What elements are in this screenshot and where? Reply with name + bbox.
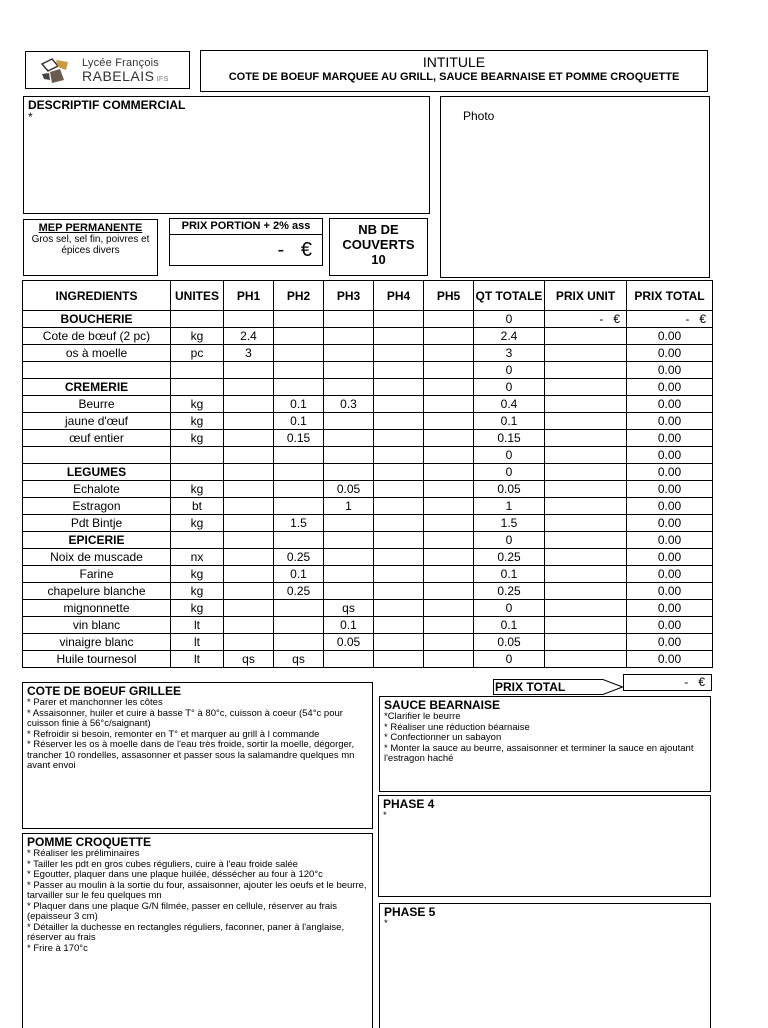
table-cell xyxy=(171,362,224,379)
table-cell xyxy=(545,379,627,396)
table-cell xyxy=(224,464,274,481)
instruction-line: * Frire à 170°c xyxy=(27,942,88,954)
phase4-title: PHASE 4 xyxy=(383,797,435,811)
table-cell: 0.1 xyxy=(274,566,324,583)
table-cell: 0 xyxy=(474,447,545,464)
table-cell xyxy=(424,328,474,345)
table-cell xyxy=(374,396,424,413)
mep-text: Gros sel, sel fin, poivres et épices divers xyxy=(31,234,150,256)
table-cell xyxy=(374,447,424,464)
couverts-line2: COUVERTS xyxy=(342,237,415,252)
instruction-line: * Passer au moulin à la sortie du four, assaisonner, ajouter les oeufs et le beurre, tarvailler sur le feu quelques mn xyxy=(27,879,367,901)
table-cell xyxy=(424,362,474,379)
table-cell: 1 xyxy=(324,498,374,515)
table-cell: chapelure blanche xyxy=(23,583,171,600)
table-cell xyxy=(224,515,274,532)
table-cell xyxy=(424,430,474,447)
table-cell: 0.00 xyxy=(627,566,713,583)
table-row xyxy=(23,328,713,345)
instruction-line: * Confectionner un sabayon xyxy=(384,732,502,743)
table-cell: 0 xyxy=(474,532,545,549)
phase5-title: PHASE 5 xyxy=(384,905,436,919)
table-cell: 0 xyxy=(474,311,545,328)
instruction-line: * Détailler la duchesse en rectangles réguliers, faconner, paner à l'anglaise, réserver au frais xyxy=(27,921,345,943)
table-cell: œuf entier xyxy=(23,430,171,447)
table-cell xyxy=(324,413,374,430)
table-cell: 0.00 xyxy=(627,583,713,600)
table-cell xyxy=(324,532,374,549)
table-cell: 0.00 xyxy=(627,651,713,668)
table-cell: vin blanc xyxy=(23,617,171,634)
table-cell: BOUCHERIE xyxy=(23,311,171,328)
mep-box xyxy=(23,219,158,276)
table-cell: kg xyxy=(171,413,224,430)
table-row xyxy=(23,617,713,634)
table-cell xyxy=(274,634,324,651)
table-cell xyxy=(424,532,474,549)
instruction-line: * Réaliser une réduction béarnaise xyxy=(384,721,530,733)
table-cell: Cote de bœuf (2 pc) xyxy=(23,328,171,345)
table-cell: - € xyxy=(545,311,627,328)
table-cell: 0.00 xyxy=(627,617,713,634)
table-cell: 0.00 xyxy=(627,498,713,515)
table-cell xyxy=(374,566,424,583)
table-cell xyxy=(424,447,474,464)
table-cell: 0.00 xyxy=(627,447,713,464)
table-cell: 0.1 xyxy=(474,617,545,634)
table-cell: 1.5 xyxy=(274,515,324,532)
table-cell: Huile tournesol xyxy=(23,651,171,668)
cote-boeuf-box xyxy=(22,682,373,829)
table-cell: 0.1 xyxy=(274,396,324,413)
table-cell xyxy=(374,634,424,651)
table-cell xyxy=(424,464,474,481)
table-cell xyxy=(274,600,324,617)
category-row xyxy=(23,311,713,328)
table-cell: bt xyxy=(171,498,224,515)
intitule-box xyxy=(200,50,708,92)
table-cell: qs xyxy=(274,651,324,668)
table-cell xyxy=(324,430,374,447)
table-cell xyxy=(324,583,374,600)
column-header: PH4 xyxy=(374,281,424,311)
table-cell xyxy=(424,498,474,515)
table-cell xyxy=(545,396,627,413)
table-cell xyxy=(424,634,474,651)
table-cell xyxy=(545,328,627,345)
instruction-line: * Tailler les pdt en gros cubes réguliers, cuire à l'eau froide salée xyxy=(27,858,298,870)
table-row xyxy=(23,651,713,668)
table-row xyxy=(23,430,713,447)
category-row xyxy=(23,379,713,396)
prix-portion-title: PRIX PORTION + 2% ass xyxy=(181,220,311,232)
table-cell xyxy=(224,362,274,379)
table-cell xyxy=(374,600,424,617)
instruction-line: * Egoutter, plaquer dans une plaque huilée, déssécher au four à 120°c xyxy=(27,869,323,880)
table-cell xyxy=(545,651,627,668)
phase4-text: * xyxy=(383,810,387,821)
table-cell xyxy=(324,651,374,668)
table-cell: 0.00 xyxy=(627,413,713,430)
table-cell xyxy=(545,481,627,498)
phase5-box xyxy=(379,903,711,1028)
table-cell xyxy=(374,345,424,362)
table-cell: vinaigre blanc xyxy=(23,634,171,651)
descriptif-title: DESCRIPTIF COMMERCIAL xyxy=(28,98,186,112)
table-cell: 0.05 xyxy=(474,634,545,651)
table-cell: 2.4 xyxy=(224,328,274,345)
prix-portion-box xyxy=(169,218,323,266)
table-cell: 0.00 xyxy=(627,532,713,549)
table-cell: EPICERIE xyxy=(23,532,171,549)
table-cell xyxy=(274,447,324,464)
table-cell: kg xyxy=(171,396,224,413)
table-cell: 0.4 xyxy=(474,396,545,413)
table-cell: 0.3 xyxy=(324,396,374,413)
table-cell xyxy=(324,345,374,362)
column-header: PH5 xyxy=(424,281,474,311)
column-header: UNITES xyxy=(171,281,224,311)
table-row xyxy=(23,566,713,583)
table-cell xyxy=(224,413,274,430)
instruction-line: * Monter la sauce au beurre, assaisonner et terminer la sauce en ajoutant l'estragon haché xyxy=(384,742,694,764)
sauce-box xyxy=(379,696,711,792)
table-cell xyxy=(424,583,474,600)
table-cell xyxy=(23,362,171,379)
table-cell xyxy=(224,311,274,328)
couverts-box xyxy=(329,218,428,276)
table-cell xyxy=(274,617,324,634)
table-row xyxy=(23,396,713,413)
table-cell xyxy=(374,311,424,328)
table-cell xyxy=(424,413,474,430)
table-cell xyxy=(545,464,627,481)
mep-title: MEP PERMANENTE xyxy=(38,222,143,234)
table-cell xyxy=(374,413,424,430)
prix-total-text: PRIX TOTAL xyxy=(495,680,566,694)
table-cell xyxy=(171,311,224,328)
table-cell xyxy=(545,362,627,379)
column-header: QT TOTALE xyxy=(474,281,545,311)
table-cell: LEGUMES xyxy=(23,464,171,481)
table-cell xyxy=(424,549,474,566)
table-row xyxy=(23,515,713,532)
table-cell: Estragon xyxy=(23,498,171,515)
table-cell: 0.00 xyxy=(627,600,713,617)
descriptif-box xyxy=(23,96,430,214)
table-cell xyxy=(545,566,627,583)
table-cell: lt xyxy=(171,651,224,668)
descriptif-text: * xyxy=(28,110,33,124)
table-cell: CREMERIE xyxy=(23,379,171,396)
table-cell: 1 xyxy=(474,498,545,515)
prix-portion-value: - € xyxy=(170,234,322,266)
table-cell: 0.25 xyxy=(474,583,545,600)
table-cell: 0.00 xyxy=(627,379,713,396)
logo-line1: Lycée François xyxy=(82,57,159,69)
pomme-text xyxy=(23,849,372,954)
table-row xyxy=(23,498,713,515)
table-cell xyxy=(324,464,374,481)
table-row xyxy=(23,634,713,651)
table-cell: 0.00 xyxy=(627,634,713,651)
table-cell xyxy=(374,464,424,481)
table-cell xyxy=(545,600,627,617)
table-cell: kg xyxy=(171,515,224,532)
table-row xyxy=(23,549,713,566)
table-cell: 0.00 xyxy=(627,430,713,447)
table-cell: nx xyxy=(171,549,224,566)
table-cell xyxy=(224,396,274,413)
table-cell xyxy=(424,600,474,617)
table-cell xyxy=(224,532,274,549)
table-cell: 0.00 xyxy=(627,328,713,345)
category-row xyxy=(23,532,713,549)
table-cell xyxy=(274,532,324,549)
table-cell: mignonnette xyxy=(23,600,171,617)
intitule-subtitle: COTE DE BOEUF MARQUEE AU GRILL, SAUCE BEARNAISE ET POMME CROQUETTE xyxy=(228,71,680,83)
instruction-line: * Refroidir si besoin, remonter en T° et marquer au grill à l commande xyxy=(27,728,320,740)
table-cell: qs xyxy=(324,600,374,617)
table-cell: - € xyxy=(627,311,713,328)
table-cell xyxy=(224,379,274,396)
logo-line3: IFS xyxy=(156,76,169,83)
phase5-text: * xyxy=(384,918,388,929)
table-cell xyxy=(171,532,224,549)
table-row xyxy=(23,413,713,430)
instruction-line: * Réserver les os à moelle dans de l'eau très froide, sortir la moelle, dégorger, trancher 10 rondelles, assasonner et passer sous la salamandre quelques mn avant envoi xyxy=(27,739,355,771)
table-row xyxy=(23,583,713,600)
table-row xyxy=(23,447,713,464)
table-row xyxy=(23,481,713,498)
table-cell: 0.00 xyxy=(627,515,713,532)
table-cell xyxy=(374,430,424,447)
table-cell xyxy=(545,413,627,430)
instruction-line: * Parer et manchonner les côtes xyxy=(27,697,163,708)
table-cell xyxy=(171,464,224,481)
sauce-text xyxy=(380,712,710,765)
table-cell xyxy=(224,549,274,566)
table-cell: 0.00 xyxy=(627,345,713,362)
table-cell xyxy=(224,634,274,651)
intitule-heading: INTITULE xyxy=(422,54,486,70)
table-cell xyxy=(224,583,274,600)
table-cell xyxy=(224,566,274,583)
table-cell: os à moelle xyxy=(23,345,171,362)
column-header: PRIX UNIT xyxy=(545,281,627,311)
table-cell xyxy=(324,311,374,328)
table-cell xyxy=(374,481,424,498)
table-cell xyxy=(545,515,627,532)
table-cell xyxy=(324,379,374,396)
table-row xyxy=(23,362,713,379)
table-cell xyxy=(274,481,324,498)
table-cell xyxy=(424,311,474,328)
table-cell: 0 xyxy=(474,651,545,668)
table-cell xyxy=(224,481,274,498)
cote-text xyxy=(23,698,372,772)
phase4-box xyxy=(378,795,711,897)
table-cell xyxy=(424,379,474,396)
table-cell: jaune d'œuf xyxy=(23,413,171,430)
column-header: PH1 xyxy=(224,281,274,311)
table-cell xyxy=(274,328,324,345)
table-cell: 0.00 xyxy=(627,464,713,481)
instruction-line: *Clarifier le beurre xyxy=(384,711,461,722)
table-cell: 0.05 xyxy=(324,634,374,651)
logo-line2: RABELAIS IFS xyxy=(82,68,169,84)
table-cell: 0.1 xyxy=(474,566,545,583)
table-cell: 0.00 xyxy=(627,362,713,379)
table-cell xyxy=(374,617,424,634)
table-cell xyxy=(374,498,424,515)
pomme-box xyxy=(22,833,373,1028)
table-cell: 0.1 xyxy=(324,617,374,634)
table-cell xyxy=(545,345,627,362)
table-cell: kg xyxy=(171,430,224,447)
table-cell: 0.25 xyxy=(274,549,324,566)
table-cell: kg xyxy=(171,583,224,600)
table-cell xyxy=(545,617,627,634)
table-cell: Echalote xyxy=(23,481,171,498)
table-cell xyxy=(424,396,474,413)
table-cell: 0.00 xyxy=(627,396,713,413)
table-cell xyxy=(324,515,374,532)
table-cell xyxy=(374,328,424,345)
table-cell xyxy=(424,651,474,668)
table-cell: pc xyxy=(171,345,224,362)
table-cell: 0.25 xyxy=(274,583,324,600)
table-cell xyxy=(374,583,424,600)
table-cell xyxy=(274,362,324,379)
column-header: PH3 xyxy=(324,281,374,311)
table-cell: 0.00 xyxy=(627,481,713,498)
couverts-line1: NB DE xyxy=(358,222,399,237)
photo-box xyxy=(440,96,710,278)
table-cell: 0 xyxy=(474,379,545,396)
table-cell: 3 xyxy=(474,345,545,362)
cote-title: COTE DE BOEUF GRILLEE xyxy=(27,684,182,698)
table-cell xyxy=(171,447,224,464)
column-header: INGREDIENTS xyxy=(23,281,171,311)
photo-label: Photo xyxy=(463,109,495,123)
table-cell xyxy=(171,379,224,396)
table-cell: 0.25 xyxy=(474,549,545,566)
table-cell: kg xyxy=(171,328,224,345)
table-cell xyxy=(374,379,424,396)
instruction-line: * Réaliser les préliminaires xyxy=(27,848,140,859)
table-cell xyxy=(545,634,627,651)
ingredients-table xyxy=(22,280,713,668)
table-cell: Pdt Bintje xyxy=(23,515,171,532)
prix-total-value: - € xyxy=(623,674,712,691)
table-cell xyxy=(274,311,324,328)
table-cell xyxy=(424,345,474,362)
table-cell: 0.05 xyxy=(474,481,545,498)
table-cell: 0.15 xyxy=(274,430,324,447)
table-cell xyxy=(324,447,374,464)
table-cell: 0.15 xyxy=(474,430,545,447)
table-row xyxy=(23,600,713,617)
table-cell: 0.1 xyxy=(274,413,324,430)
couverts-value: 10 xyxy=(371,252,386,267)
instruction-line: * Plaquer dans une plaque G/N filmée, passer en cellule, réserver au frais (epaisseur 3 cm) xyxy=(27,900,337,922)
table-cell xyxy=(545,447,627,464)
table-row xyxy=(23,345,713,362)
table-cell xyxy=(424,515,474,532)
table-cell xyxy=(374,549,424,566)
table-cell: qs xyxy=(224,651,274,668)
table-cell xyxy=(23,447,171,464)
table-cell: 0.00 xyxy=(627,549,713,566)
table-cell: Farine xyxy=(23,566,171,583)
category-row xyxy=(23,464,713,481)
table-cell xyxy=(374,532,424,549)
table-cell xyxy=(224,498,274,515)
table-cell xyxy=(224,617,274,634)
table-cell xyxy=(274,345,324,362)
table-cell xyxy=(424,617,474,634)
table-cell: lt xyxy=(171,634,224,651)
table-cell xyxy=(224,447,274,464)
table-cell: 1.5 xyxy=(474,515,545,532)
table-cell: kg xyxy=(171,481,224,498)
table-cell xyxy=(224,600,274,617)
table-header-row xyxy=(23,281,713,311)
table-cell: Noix de muscade xyxy=(23,549,171,566)
table-cell xyxy=(545,430,627,447)
table-cell xyxy=(545,583,627,600)
table-cell: 0 xyxy=(474,464,545,481)
table-cell: 0.1 xyxy=(474,413,545,430)
column-header: PH2 xyxy=(274,281,324,311)
table-cell: 0 xyxy=(474,362,545,379)
pomme-title: POMME CROQUETTE xyxy=(27,835,152,849)
table-cell xyxy=(274,379,324,396)
table-cell xyxy=(324,566,374,583)
sauce-title: SAUCE BEARNAISE xyxy=(384,698,501,712)
table-cell xyxy=(324,549,374,566)
table-cell xyxy=(324,362,374,379)
table-cell xyxy=(424,481,474,498)
table-cell: 0.05 xyxy=(324,481,374,498)
table-cell: 0 xyxy=(474,600,545,617)
table-cell: kg xyxy=(171,600,224,617)
table-cell xyxy=(545,549,627,566)
table-cell: 2.4 xyxy=(474,328,545,345)
table-cell xyxy=(424,566,474,583)
logo-mark-icon xyxy=(40,58,70,84)
table-cell xyxy=(374,651,424,668)
table-cell xyxy=(274,464,324,481)
table-cell xyxy=(274,498,324,515)
table-cell xyxy=(224,430,274,447)
table-cell xyxy=(374,515,424,532)
table-cell: Beurre xyxy=(23,396,171,413)
table-cell xyxy=(545,498,627,515)
instruction-line: * Assaisonner, huiler et cuire à basse T° à 80°c, cuisson à coeur (54°c pour cuisson finie à 56°c/saignant) xyxy=(27,707,343,729)
column-header: PRIX TOTAL xyxy=(627,281,713,311)
table-cell: lt xyxy=(171,617,224,634)
table-cell: kg xyxy=(171,566,224,583)
school-logo xyxy=(25,51,190,89)
table-cell xyxy=(545,532,627,549)
table-cell: 3 xyxy=(224,345,274,362)
table-cell xyxy=(374,362,424,379)
table-cell xyxy=(324,328,374,345)
